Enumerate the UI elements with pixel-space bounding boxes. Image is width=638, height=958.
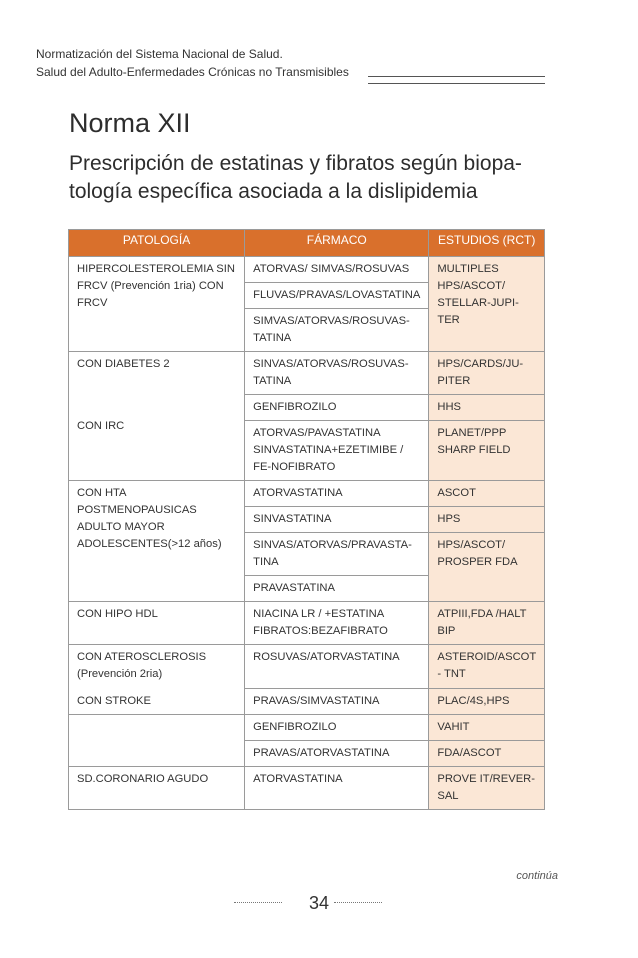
- col-header-estudios: ESTUDIOS (RCT): [429, 230, 545, 257]
- norma-title: Norma XII: [69, 108, 191, 138]
- header-line-2: Salud del Adulto-Enfermedades Crónicas no Transmisibles: [36, 65, 349, 79]
- farmaco-cell: PRAVAS/ATORVASTATINA: [245, 741, 429, 767]
- estudios-cell: ATPIII,FDA /HALT BIP: [429, 602, 545, 645]
- table-row: [69, 645, 545, 689]
- estudios-cell: PROVE IT/REVER-SAL: [429, 767, 545, 810]
- running-header: [36, 45, 349, 81]
- farmaco-cell: ATORVASTATINA: [245, 767, 429, 810]
- farmaco-cell: PRAVASTATINA: [245, 576, 429, 602]
- estudios-cell: HPS/CARDS/JU-PITER: [429, 352, 545, 395]
- spacer: [77, 683, 236, 693]
- patologia-cell: SD.CORONARIO AGUDO: [69, 767, 245, 810]
- estudios-cell: PLAC/4S,HPS: [429, 688, 545, 714]
- estudios-cell: PLANET/PPP SHARP FIELD: [429, 421, 545, 481]
- patologia-line: CON DIABETES 2: [77, 358, 170, 370]
- patologia-cell: [69, 645, 245, 715]
- col-header-farmaco: FÁRMACO: [245, 230, 429, 257]
- table-row: [69, 257, 545, 283]
- estudios-cell: ASTEROID/ASCOT - TNT: [429, 645, 545, 689]
- col-header-patologia: PATOLOGÍA: [69, 230, 245, 257]
- farmaco-cell: GENFIBROZILO: [245, 715, 429, 741]
- patologia-line: CON IRC: [77, 420, 125, 432]
- table-row: [69, 715, 545, 741]
- continues-note: continúa: [516, 870, 558, 882]
- statins-table: [68, 229, 545, 810]
- estudios-cell: FDA/ASCOT: [429, 741, 545, 767]
- farmaco-cell: SINVAS/ATORVAS/PRAVASTA-TINA: [245, 533, 429, 576]
- farmaco-cell: ATORVAS/ SIMVAS/ROSUVAS: [245, 257, 429, 283]
- page-number: 34: [308, 893, 330, 913]
- page-number-rule-left: [234, 902, 282, 903]
- estudios-cell: HPS: [429, 507, 545, 533]
- table-row: [69, 481, 545, 507]
- farmaco-cell: ATORVAS/PAVASTATINA SINVASTATINA+EZETIMIBE / FE-NOFIBRATO: [245, 421, 429, 481]
- estudios-cell: MULTIPLES HPS/ASCOT/ STELLAR-JUPI-TER: [429, 257, 545, 352]
- patologia-cell: CON HTA POSTMENOPAUSICAS ADULTO MAYOR ADOLESCENTES(>12 años): [69, 481, 245, 602]
- table-row: [69, 602, 545, 645]
- estudios-cell: HHS: [429, 395, 545, 421]
- table-header-row: [69, 230, 545, 257]
- farmaco-cell: SINVASTATINA: [245, 507, 429, 533]
- estudios-cell: VAHIT: [429, 715, 545, 741]
- estudios-cell: ASCOT: [429, 481, 545, 507]
- farmaco-cell: GENFIBROZILO: [245, 395, 429, 421]
- patologia-cell: [69, 715, 245, 767]
- table-row: [69, 352, 545, 395]
- table-row: [69, 767, 545, 810]
- farmaco-cell: PRAVAS/SIMVASTATINA: [245, 688, 429, 714]
- spacer: [77, 373, 236, 418]
- farmaco-cell: FLUVAS/PRAVAS/LOVASTATINA: [245, 283, 429, 309]
- farmaco-cell: SINVAS/ATORVAS/ROSUVAS-TATINA: [245, 352, 429, 395]
- patologia-cell: [69, 352, 245, 481]
- header-line-1: Normatización del Sistema Nacional de Salud.: [36, 47, 283, 61]
- patologia-line: CON ATEROSCLEROSIS (Prevención 2ria): [77, 651, 207, 680]
- patologia-cell: CON HIPO HDL: [69, 602, 245, 645]
- farmaco-cell: ROSUVAS/ATORVASTATINA: [245, 645, 429, 689]
- page-number-rule-right: [334, 902, 382, 903]
- section-subtitle: Prescripción de estatinas y fibratos según biopa-tología específica asociada a la dislipidemia: [69, 152, 522, 203]
- header-rule: [368, 76, 545, 84]
- farmaco-cell: ATORVASTATINA: [245, 481, 429, 507]
- patologia-line: CON STROKE: [77, 695, 151, 707]
- farmaco-cell: SIMVAS/ATORVAS/ROSUVAS-TATINA: [245, 309, 429, 352]
- estudios-cell: HPS/ASCOT/ PROSPER FDA: [429, 533, 545, 602]
- patologia-cell: HIPERCOLESTEROLEMIA SIN FRCV (Prevención 1ria) CON FRCV: [69, 257, 245, 352]
- farmaco-cell: NIACINA LR / +ESTATINA FIBRATOS:BEZAFIBRATO: [245, 602, 429, 645]
